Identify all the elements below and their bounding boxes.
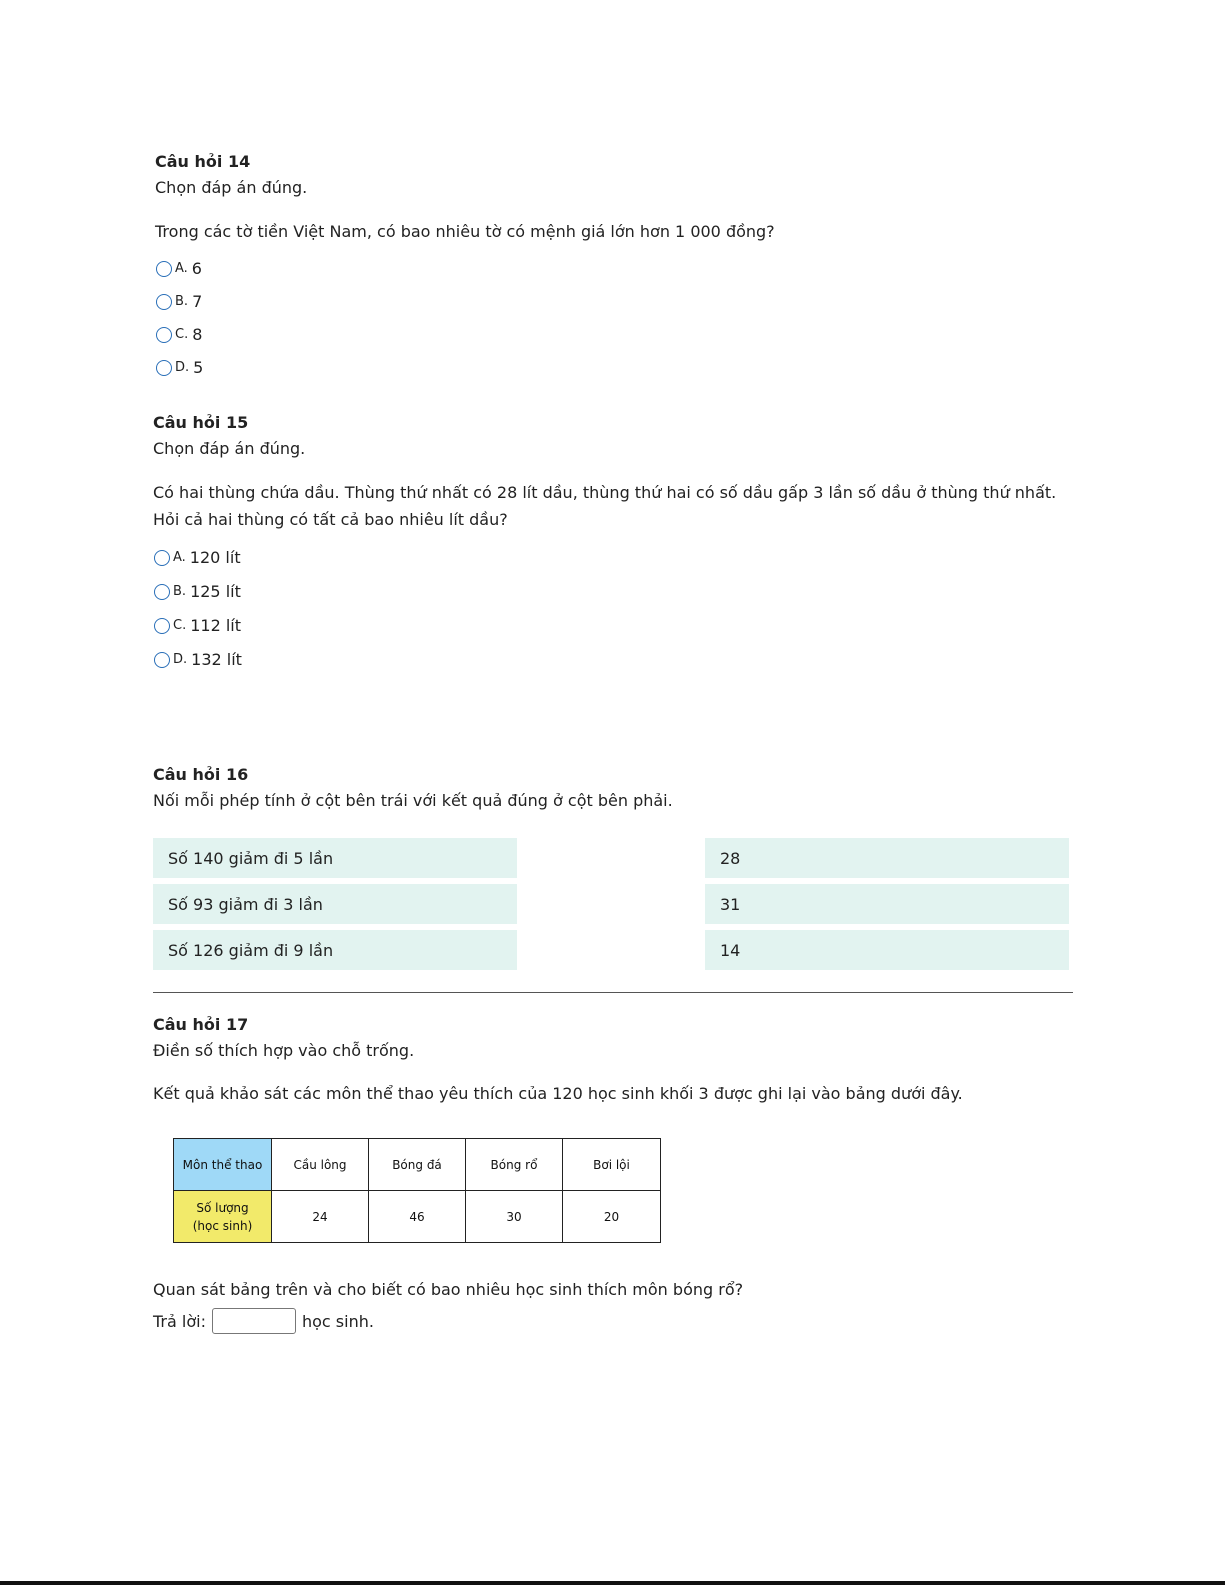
q14-title: Câu hỏi 14 [155, 152, 251, 171]
option-letter: B. [175, 294, 189, 309]
q15-question-line2: Hỏi cả hai thùng có tất cả bao nhiêu lít dầu? [153, 510, 508, 529]
q15-instruction: Chọn đáp án đúng. [153, 439, 306, 458]
radio-icon[interactable] [154, 550, 170, 566]
count-cell: 24 [272, 1191, 369, 1243]
option-letter: A. [173, 550, 186, 565]
sport-cell: Bóng đá [369, 1139, 466, 1191]
q14-option-b[interactable] [156, 292, 202, 311]
match-left-item[interactable]: Số 126 giảm đi 9 lần [153, 930, 517, 970]
option-text: 8 [192, 325, 203, 344]
count-cell: 20 [563, 1191, 661, 1243]
q14-option-d[interactable] [156, 358, 203, 377]
row-header-count-line1: Số lượng [196, 1200, 249, 1215]
count-cell: 46 [369, 1191, 466, 1243]
option-letter: D. [173, 652, 188, 667]
sport-cell: Cầu lông [272, 1139, 369, 1191]
radio-icon[interactable] [154, 584, 170, 600]
row-header-count [174, 1191, 272, 1243]
q16-title: Câu hỏi 16 [153, 765, 249, 784]
match-right-item[interactable]: 31 [705, 884, 1069, 924]
sport-cell: Bóng rổ [466, 1139, 563, 1191]
sport-cell: Bơi lội [563, 1139, 661, 1191]
q15-option-c[interactable] [154, 616, 241, 635]
answer-line [153, 1308, 374, 1334]
option-text: 5 [193, 358, 204, 377]
q17-intro: Kết quả khảo sát các môn thể thao yêu thích của 120 học sinh khối 3 được ghi lại vào bảng dưới đây. [153, 1084, 963, 1103]
option-letter: C. [173, 618, 187, 633]
section-divider [153, 992, 1073, 993]
answer-suffix: học sinh. [301, 1311, 374, 1331]
q15-option-b[interactable] [154, 582, 241, 601]
q16-instruction: Nối mỗi phép tính ở cột bên trái với kết quả đúng ở cột bên phải. [153, 791, 673, 810]
option-text: 125 lít [190, 582, 241, 601]
option-text: 112 lít [190, 616, 242, 635]
q14-instruction: Chọn đáp án đúng. [155, 178, 308, 197]
q15-option-d[interactable] [154, 650, 242, 669]
q14-option-a[interactable] [156, 259, 202, 278]
radio-icon[interactable] [156, 360, 172, 376]
option-text: 120 lít [189, 548, 241, 567]
q15-title: Câu hỏi 15 [153, 413, 249, 432]
radio-icon[interactable] [156, 261, 172, 277]
radio-icon[interactable] [156, 294, 172, 310]
q17-title: Câu hỏi 17 [153, 1015, 249, 1034]
match-right-item[interactable]: 28 [705, 838, 1069, 878]
row-header-sport: Môn thể thao [174, 1139, 272, 1191]
radio-icon[interactable] [154, 618, 170, 634]
match-left-item[interactable]: Số 140 giảm đi 5 lần [153, 838, 517, 878]
option-letter: A. [175, 261, 188, 276]
q15-option-a[interactable] [154, 548, 241, 567]
survey-table [173, 1138, 661, 1243]
bottom-edge-bar [0, 1581, 1225, 1585]
option-letter: D. [175, 360, 190, 375]
q17-question: Quan sát bảng trên và cho biết có bao nhiêu học sinh thích môn bóng rổ? [153, 1280, 744, 1299]
option-letter: B. [173, 584, 187, 599]
option-text: 7 [192, 292, 203, 311]
option-letter: C. [175, 327, 189, 342]
match-right-item[interactable]: 14 [705, 930, 1069, 970]
answer-prefix: Trả lời: [153, 1311, 206, 1331]
radio-icon[interactable] [156, 327, 172, 343]
radio-icon[interactable] [154, 652, 170, 668]
answer-input[interactable] [212, 1308, 296, 1334]
row-header-count-line2: (học sinh) [192, 1218, 253, 1233]
option-text: 6 [191, 259, 202, 278]
count-cell: 30 [466, 1191, 563, 1243]
option-text: 132 lít [191, 650, 242, 669]
q14-question: Trong các tờ tiền Việt Nam, có bao nhiêu tờ có mệnh giá lớn hơn 1 000 đồng? [155, 222, 775, 241]
q15-question-line1: Có hai thùng chứa dầu. Thùng thứ nhất có 28 lít dầu, thùng thứ hai có số dầu gấp 3 lần số dầu ở thùng thứ nhất. [153, 483, 1057, 502]
match-left-item[interactable]: Số 93 giảm đi 3 lần [153, 884, 517, 924]
q17-instruction: Điền số thích hợp vào chỗ trống. [153, 1041, 415, 1060]
q14-option-c[interactable] [156, 325, 202, 344]
